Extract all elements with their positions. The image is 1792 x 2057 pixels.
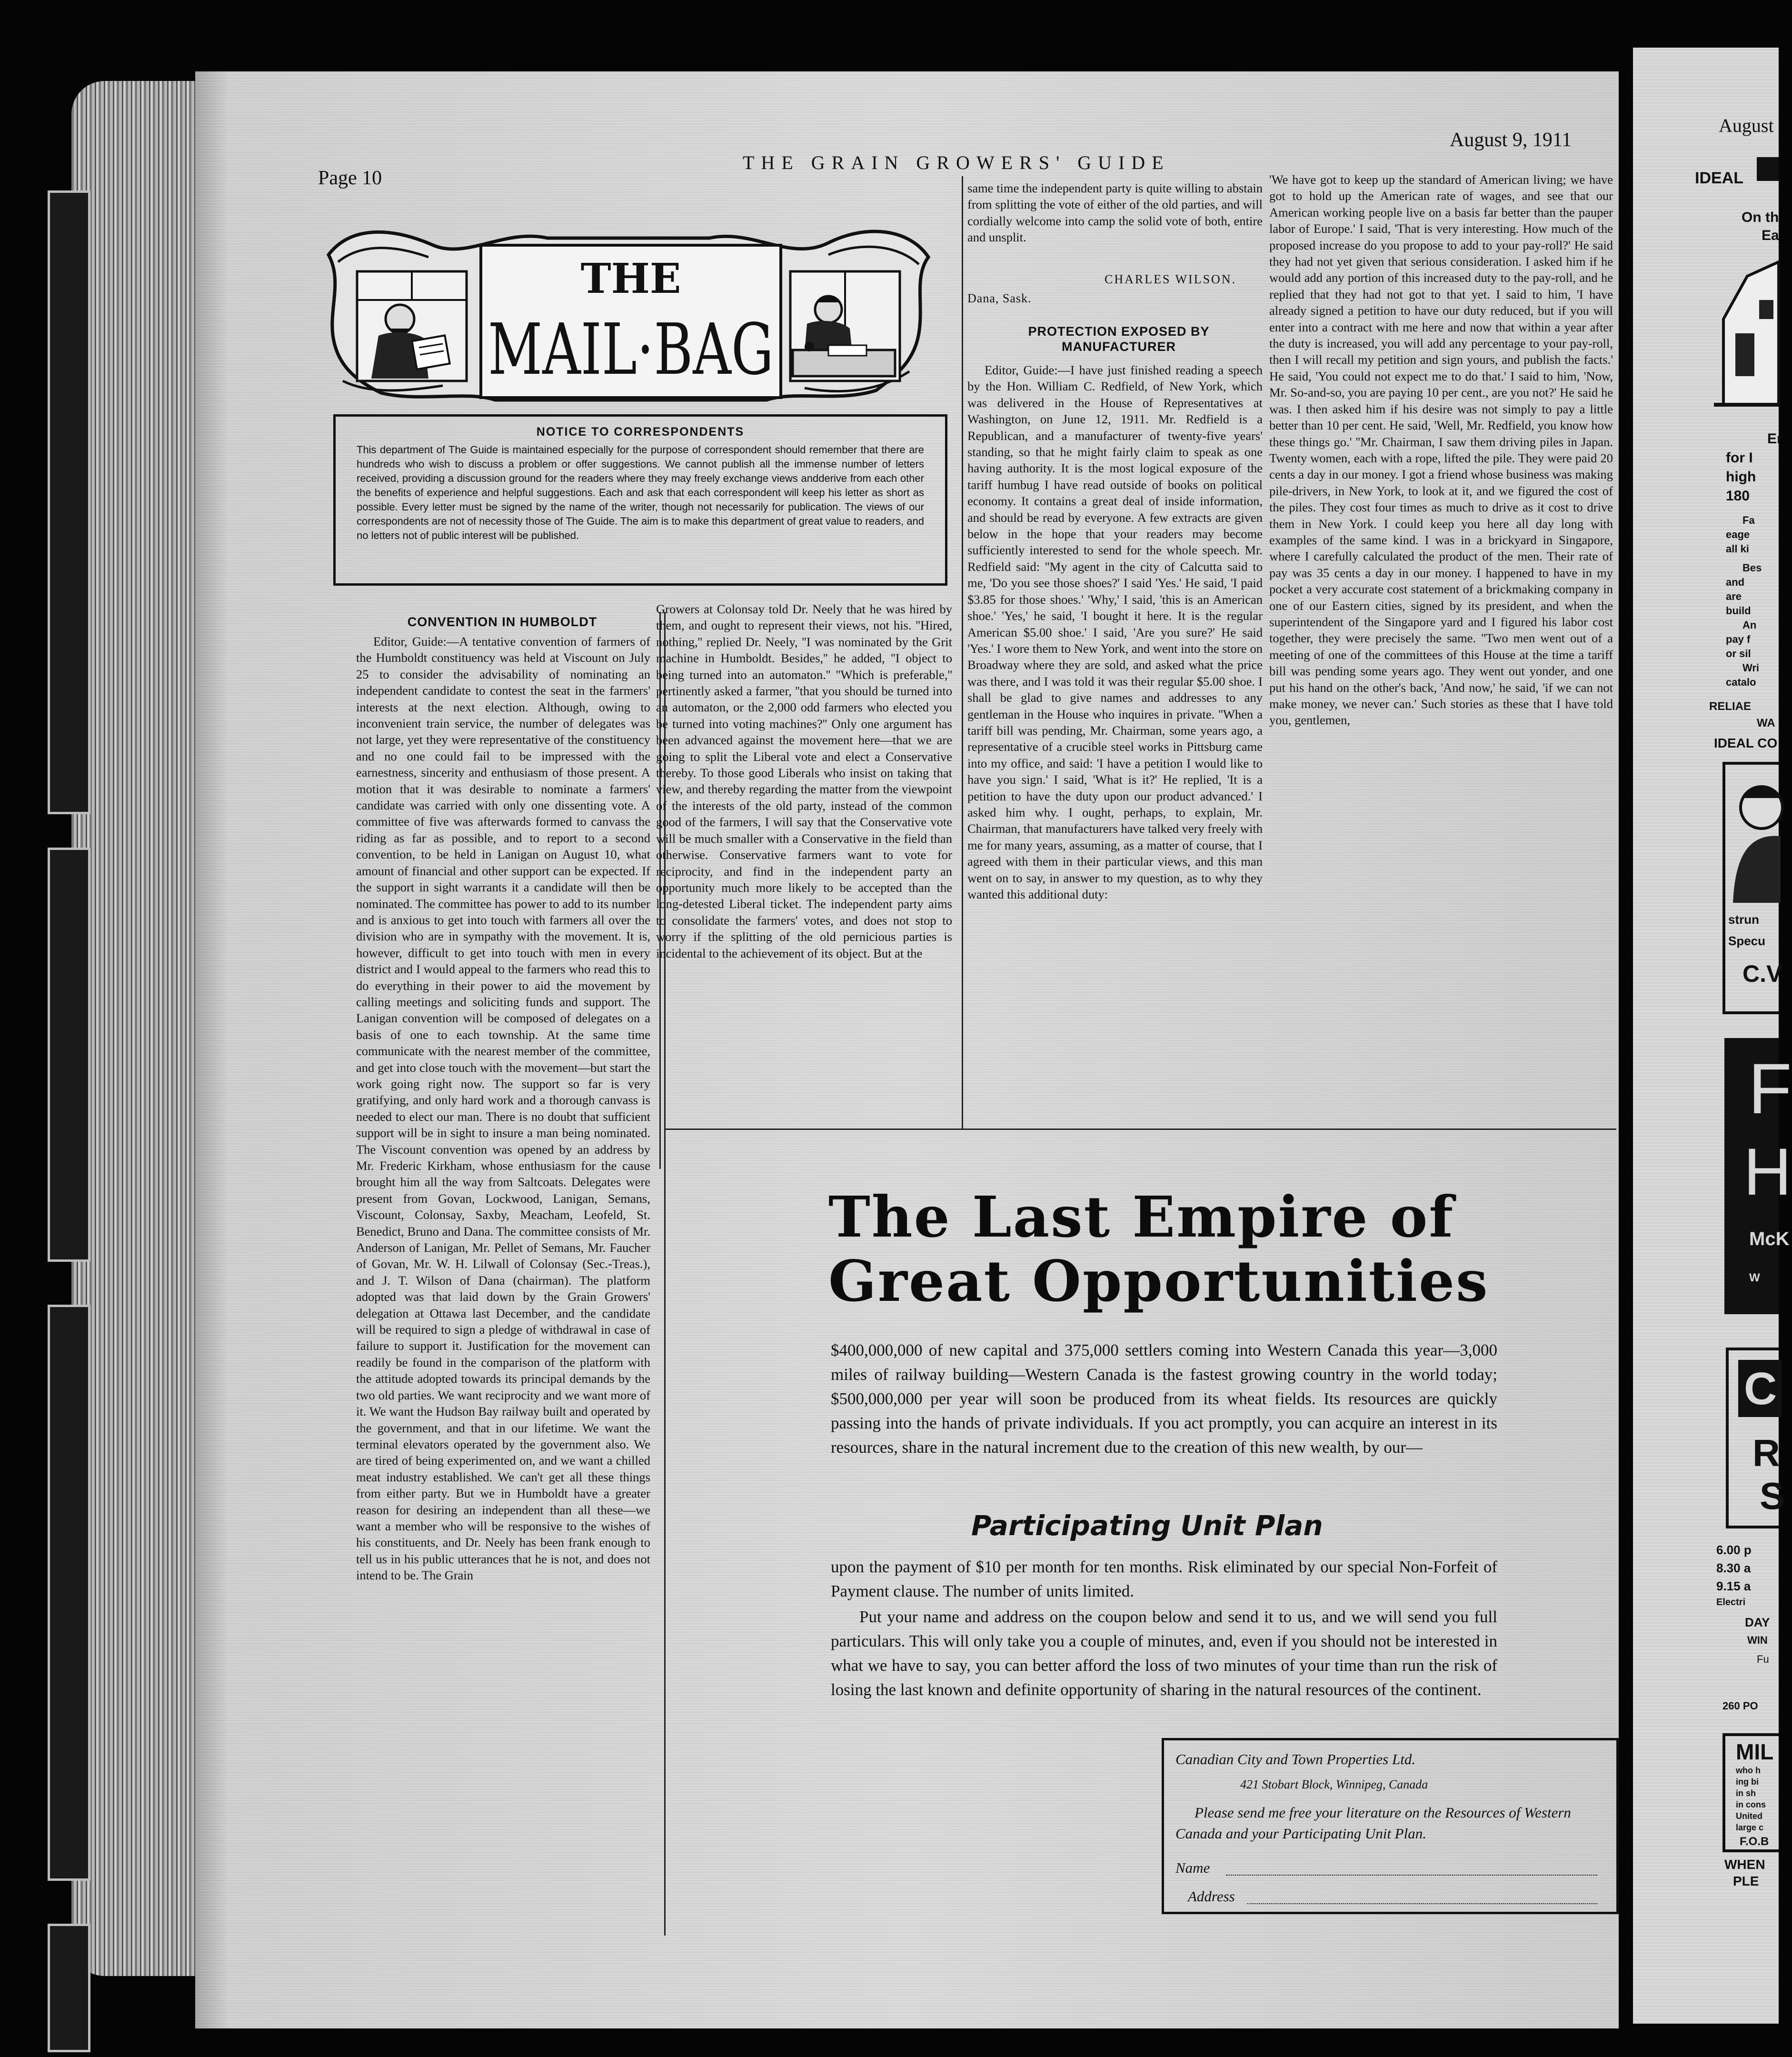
mail-bag-banner [324,210,933,409]
next-page-line: United [1736,1811,1762,1821]
advert-rule [664,1128,1616,1130]
next-page-line: large c [1736,1823,1764,1832]
next-page-line: McK [1749,1228,1790,1249]
humboldt-heading: CONVENTION IN HUMBOLDT [407,615,597,629]
next-page-line: or sil [1726,648,1751,659]
humboldt-text-2: Growers at Colonsay told Dr. Neely that he was hired by them, and ought to represent their views, not his. ''Hired, nothing,'' replied Dr. Neely, ''I was nominated by the Grit machine in Humboldt. Besides,'' he added, ''I object to being turned into an automaton.'' ''Which is preferable,'' pertinently asked a farmer, ''that you should be turned into an automaton, or the 2,000 odd farmers who elected you be turned into voting machines?'' Only one argument has been advanced against the movement here—that we are going to split the Liberal vote and elect a Conservative thereby. To those good Liberals who insist on taking that view, and thereby regarding the matter from the viewpoint of the interests of the old party, instead of the common good of the farmers, I will say that the Conservative vote will be much smaller with a Conservative in the field than otherwise. Conservative farmers want to vote for reciprocity, and find in the independent party an opportunity much more likely to be accepted than the long-detested Liberal ticket. The independent party aims to consolidate the farmers' votes, and does not stop to worry if the splitting of the old pernicious parties is incidental to the achievement of its object. But at the [656,602,952,960]
next-page-line: for I [1726,450,1753,466]
next-page-line: WIN [1747,1634,1768,1646]
next-page-line: H [1743,1134,1792,1209]
next-page-line: build [1726,605,1751,617]
banner-the: THE [580,255,681,303]
coupon-name-field[interactable] [1226,1875,1597,1876]
next-page-line: F [1748,1048,1792,1128]
ad-body-plan: upon the payment of $10 per month for ten months. Risk eliminated by our special Non-Forfeit of Payment clause. The number of units limited. [831,1558,1497,1600]
next-page-line: eage [1726,529,1750,540]
next-page-line: WA [1757,717,1775,729]
protection-heading: PROTECTION EXPOSED BY MANUFACTURER [1028,324,1210,354]
banner-mail-bag: MAIL·BAG [488,309,774,390]
next-page-line: 180 [1726,488,1750,504]
notice-body: This department of The Guide is maintained especially for the purpose of correspondent should remember that there are hundreds who wish to discuss a problem or offer suggestions. We cannot publish all the immense number of letters received, providing a discussion ground for the readers where they may freely exchange views andderive from each other the benefits of experience and helpful suggestions. Each and ask that each correspondent will keep his letter as short as possible. Every letter must be signed by the name of the writer, though not necessarily for publication. The views of our correspondents are not of necessity those of The Guide. The aim is to make this department of great value to readers, and no letters not of public interest will be published. [357,444,924,541]
next-page-ad-box [1722,762,1782,1014]
notice-to-correspondents [333,414,947,586]
next-page-line: Bes [1742,562,1762,574]
next-page-line: 8.30 a [1716,1561,1751,1575]
running-title: THE GRAIN GROWERS' GUIDE [743,152,1170,173]
ad-body-offer-top: Put your name and address on the coupon below and send it to us, and we will send you full particulars. This will only take you a couple of minutes, and, even if you should not be interested in what we have to say, you can better afford the loss of two minutes of your time than run the risk of losing the last known and definite opportunity of sharing in the natural resources of the continent. [831,1608,1497,1699]
coupon-address-field[interactable] [1247,1903,1597,1904]
ad-subtitle: Participating Unit Plan [971,1509,1323,1542]
binding-tabs [48,190,90,1952]
next-page-line: strun [1728,912,1759,927]
next-page-line: Er [1767,431,1782,447]
next-page-line: C.V [1742,960,1782,987]
next-page-line: MIL [1736,1739,1774,1764]
protection-text-2: 'We have got to keep up the standard of American living; we have got to hold up the American rate of wages, and see that our American working people live on a basis far better than the pauper labor of Europe.' I said, 'That is very interesting. How much of the proposed increase do you propose to add to your pay-roll?' He said they had not yet given that serious consideration. I asked him if he would add any portion of this increased duty to the pay-roll, and he replied that they had not got to that yet. I said to him, 'I have already signed a petition to have our duty reduced, but if you will enter into a contract with me here and now that within a year after the duty is increased, you will add any percentage to your pay-roll, then I will recall my petition and sign yours, and publish the facts.' He said, 'You could not expect me to do that.' I said to him, 'Now, Mr. So-and-so, you are paying 10 per cent., are you not?' He said he was. I then asked him if his desire was not simply to pay a little better than 10 per cent. He said, 'Well, Mr. Redfield, you know how these things go.' ''Mr. Chairman, I saw them driving piles in Japan. Twenty women, each with a rope, lifted the pile. They were paid 20 cents a day in our money. I got a friend whose business was making pile-drivers, in New York, to look at it, and we figured the cost of the piles. They cost four times as much to drive as it cost to drive them in New York. I could keep you here all day long with examples of the same kind. I was in a brickyard in Singapore, where I carefully calculated the product of the men. Their rate of pay was 35 cents a day in our money. I happened to have in my pocket a very accurate cost statement of a brickmaking company in one of our Eastern cities, signed by its president, and when the superintendent of the Singapore yard and I figured his labor cost together, they were precisely the same. ''Two men went out of a meeting of one of the committees of this House at the time a tariff bill was pending some years ago. They went out yonder, and one put his hand on the other's back, 'And now,' he said, 'if we can not make money, we never can.' Such stories as these that I have told you, gentlemen, [1269,172,1613,728]
binding-tab [48,848,90,1262]
column-rule [962,176,963,1128]
protection-column-1 [967,362,1263,1119]
humboldt-column-1 [356,633,650,1928]
notice-title: NOTICE TO CORRESPONDENTS [536,425,745,439]
coupon-form[interactable] [1162,1738,1619,1914]
issue-date: August 9, 1911 [1450,129,1572,151]
next-page-line: in cons [1736,1800,1766,1809]
portrait-illustration [1728,769,1781,903]
next-page-black-ad [1724,1038,1792,1314]
page-number: Page 10 [318,167,382,189]
mail-bag-illustration [324,210,933,409]
next-page-line: WHEN [1724,1857,1765,1872]
humboldt-column-2 [656,601,952,1120]
next-page-line: C [1744,1363,1777,1414]
binding-tab [48,1305,90,1881]
next-page-ideal: IDEAL [1695,169,1743,187]
next-page-line: high [1726,469,1756,485]
ad-body-intro: $400,000,000 of new capital and 375,000 settlers coming into Western Canada this year—3,000 miles of railway building—Western Canada is the fastest growing country in the world today; $500,000,000 per year will soon be produced from its wheat fields. Its resources are quickly passing into the hands of private individuals. If you act promptly, you can acquire an interest in its resources, share in the natural increment due to the creation of this new wealth, by our— [831,1341,1497,1457]
coupon-request: Please send me free your literature on the Resources of Western Canada and your Participating Unit Plan. [1175,1804,1571,1842]
coupon-address: 421 Stobart Block, Winnipeg, Canada [1240,1777,1428,1791]
next-page-line: RELIAE [1709,700,1752,713]
next-page-line: 9.15 a [1716,1579,1751,1593]
ad-title-line-2: Great Opportunities [828,1248,1489,1314]
next-page-line: S [1760,1475,1785,1517]
protection-text-1: Editor, Guide:—I have just finished reading a speech by the Hon. William C. Redfield, of New York, which was delivered in the House of Representatives at Washington, on June 12, 1911. Mr. Redfield is a Republican, and a manufacturer of twenty-five years' standing, so that he might fairly claim to speak as one having authority. It is the most logical exposure of the tariff humbug I have read outside of books on political economy. It contains a great deal of inside information, and should be read by everyone. A few extracts are given below in the hope that your readers may become sufficiently interested to send for the whole speech. Mr. Redfield said: ''My agent in the city of Calcutta said to me, 'Do you see those shoes?' I said 'Yes.' He said, 'I paid $3.85 for those shoes.' 'Why,' I said, 'this is an American shoe.' 'Yes,' he said, 'I bought it here. It is the regular American $5.00 shoe.' I said, 'Are you sure?' He said 'Yes.' I wore them to New York, and went into the store on Broadway where they are sold, and asked what the price was there, and I was told it was their regular $5.00 shoe. I shall be glad to give names and addresses to any gentleman in the House who inquires in private. ''When a tariff bill was pending, Mr. Chairman, some years ago, a representative of a crucible steel works in Pittsburg came into my office, and said: 'I have a petition I would like to have you sign.' I said, 'What is it?' He replied, 'It is a petition to have the duty upon our product advanced.' I asked him why. I ought, perhaps, to explain, Mr. Chairman, that manufacturers have talked very freely with me for many years, assuming, as a matter of course, that I agreed with them in their particular views, and this man went on to say, in answer to my question, as to why they wanted this additional duty: [967,363,1263,901]
next-page-line: are [1726,590,1742,602]
next-page-line: and [1726,576,1745,588]
humboldt-text-3: same time the independent party is quite willing to abstain from splitting the vote of either of the old parties, and will cordially welcome into camp the solid vote of both, entire and unsplit. [967,181,1263,245]
next-page-line: in sh [1736,1788,1756,1798]
next-page-mil-ad [1722,1733,1779,1852]
next-page-line: 260 PO [1722,1700,1758,1712]
signature-place: Dana, Sask. [967,291,1032,305]
next-page-line: Ea [1762,228,1779,243]
signature: CHARLES WILSON. [1105,272,1237,286]
next-page-line: Fa [1742,514,1755,526]
next-page-line: IDEAL CO [1714,736,1778,750]
next-page-line: F.O.B [1740,1835,1769,1848]
next-page-line: W [1749,1271,1760,1284]
next-page-line: R [1752,1432,1780,1474]
next-page-line: An [1742,619,1757,631]
next-page-line: DAY [1745,1615,1770,1629]
humboldt-column-3 [967,180,1263,280]
next-page-line: Wri [1742,662,1760,674]
coupon-name-label: Name [1175,1859,1210,1876]
next-page-line: Specu [1728,934,1766,948]
humboldt-text-1: Editor, Guide:—A tentative convention of farmers of the Humboldt constituency was held at Viscount on July 25 to consider the advisability of nominating an independent candidate to contest the seat in the farmers' interests at the next election. Although, owing to inconvenient train service, the number of delegates was not large, yet they were representative of the constituency and no one could fail to be impressed with the earnestness, sincerity and enthusiasm of those present. A motion that it was desirable to nominate a farmers' candidate was carried with only one dissenting vote. A committee of five was afterwards formed to canvass the riding as far as possible, and to report to a second convention, to be held in Lanigan on August 10, what amount of financial and other support can be expected. If the support in sight warrants it a candidate will then be nominated. The committee has power to add to its number and is anxious to get into touch with farmers all over the division who are in sympathy with the movement. It is, however, difficult to get into touch with men in every district and I would appeal to the farmers who read this to do everything in their power to aid the movement by calling meetings and soliciting funds and support. The Lanigan convention will be composed of delegates on a basis of one to each township. At the same time communicate with the nearest member of the committee, and get into close touch with the movement—but start the work going right now. The support so far is very gratifying, and only hard work and a thorough canvass is needed to elect our man. There is no doubt that sufficient support will be in sight to insure a man being nominated. The Viscount convention was opened by an address by Mr. Frederic Kirkham, whose enthusiasm for the cause brought him all the way from Saltcoats. Delegates were present from Govan, Lockwood, Lanigan, Semans, Viscount, Colonsay, Saxby, Meacham, Leofeld, St. Benedict, Bruno and Dana. The committee consists of Mr. Anderson of Lanigan, Mr. Pellet of Semans, Mr. Faucher of Govan, Mr. W. H. Lilwall of Colonsay (Sec.-Treas.), and J. T. Wilson of Dana (chairman). The platform adopted was that laid down by the Grain Growers' delegation at Ottawa last December, and the candidate will be required to sign a pledge of withdrawal in case of failure to support it. Justification for the movement can readily be found in the comparison of the platform with the attitude adopted towards its principal demands by the two old parties. We want reciprocity and we want more of it. We want the Hudson Bay railway built and operated by the government, and that in our lifetime. We want the terminal elevators operated by the government also. We are tired of being experimented on, and we want a chilled meat industry established. We can't get all these things from either party. But we in Humboldt have a greater reason for desiring an independent than all these—we want a member who will be responsive to the wishes of his constituents, and Dr. Neely has been frank enough to tell us in his public utterances that he is not, and does not intend to be. The Grain [356,634,650,1583]
next-page-line: all ki [1726,543,1749,555]
next-page-logo-block [1757,157,1779,181]
next-page-crs-ad [1726,1348,1785,1528]
building-illustration [1714,248,1779,405]
next-page-line: On th [1742,210,1779,225]
next-page-crs-banner [1738,1360,1782,1417]
ad-title-line-1: The Last Empire of [828,1184,1455,1250]
next-page-line: 6.00 p [1716,1543,1752,1557]
next-page-line: PLE [1733,1874,1759,1888]
coupon-address-label: Address [1188,1888,1235,1905]
next-page-line: who h [1736,1766,1761,1775]
coupon-company: Canadian City and Town Properties Ltd. [1175,1751,1416,1767]
binding-tab [48,190,90,814]
next-page-line: Fu [1757,1653,1769,1665]
next-page-line: pay f [1726,633,1751,645]
binding-tab [48,1924,90,2052]
next-page-date: August [1719,115,1774,136]
next-page-line: ing bi [1736,1777,1759,1787]
protection-column-2 [1269,171,1613,1119]
next-page-line: Electri [1716,1597,1746,1608]
book-page-edges [71,81,205,1976]
next-page-line: catalo [1726,676,1756,688]
